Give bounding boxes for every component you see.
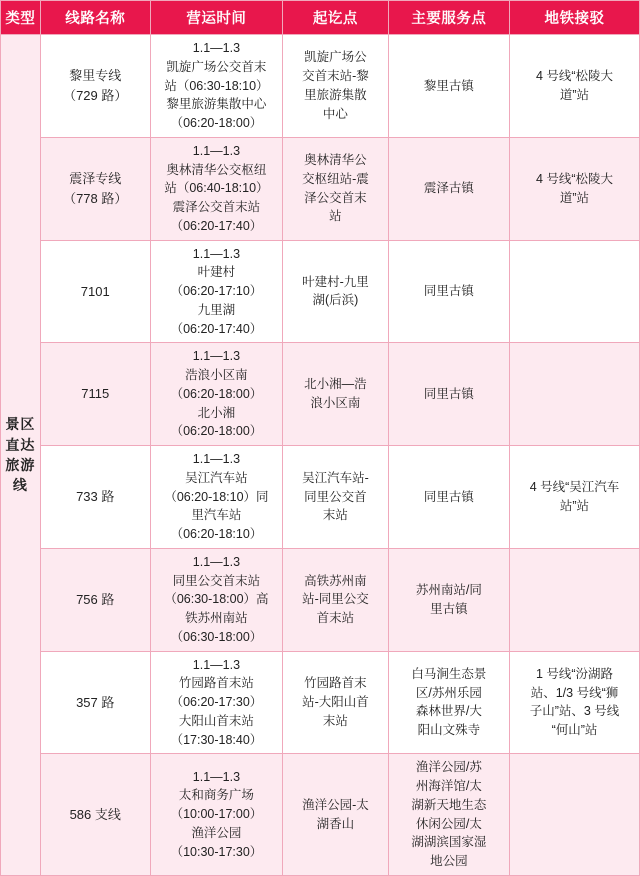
route-name-cell: 733 路 xyxy=(40,446,150,549)
origin-destination-cell: 吴江汽车站- 同里公交首 末站 xyxy=(283,446,389,549)
table-row xyxy=(1,137,640,240)
origin-destination-cell: 渔洋公园-太 湖香山 xyxy=(283,754,389,876)
main-stops-cell: 白马涧生态景 区/苏州乐园 森林世界/大 阳山文殊寺 xyxy=(388,651,509,754)
main-stops-cell: 渔洋公园/苏 州海洋馆/太 湖新天地生态 休闲公园/太 湖湖滨国家湿 地公园 xyxy=(388,754,509,876)
main-stops-cell: 震泽古镇 xyxy=(388,137,509,240)
main-stops-cell: 同里古镇 xyxy=(388,446,509,549)
table-body xyxy=(1,35,640,876)
route-name-cell: 586 支线 xyxy=(40,754,150,876)
metro-connection-cell: 1 号线“汾湖路 站、1/3 号线“狮 子山”站、3 号线 “何山”站 xyxy=(509,651,639,754)
column-header-type: 类型 xyxy=(1,1,41,35)
table-row xyxy=(1,240,640,343)
table-row xyxy=(1,548,640,651)
main-stops-cell: 同里古镇 xyxy=(388,343,509,446)
header-row xyxy=(1,1,640,35)
origin-destination-cell: 奥林清华公 交枢纽站-震 泽公交首末 站 xyxy=(283,137,389,240)
metro-connection-cell xyxy=(509,548,639,651)
route-name-cell: 黎里专线 （729 路） xyxy=(40,35,150,138)
origin-destination-cell: 竹园路首末 站-大阳山首 末站 xyxy=(283,651,389,754)
column-header-origin-destination: 起讫点 xyxy=(283,1,389,35)
column-header-route-name: 线路名称 xyxy=(40,1,150,35)
column-header-main-stops: 主要服务点 xyxy=(388,1,509,35)
metro-connection-cell xyxy=(509,754,639,876)
category-cell xyxy=(1,35,41,876)
origin-destination-cell: 凯旋广场公 交首末站-黎 里旅游集散 中心 xyxy=(283,35,389,138)
route-name-cell: 756 路 xyxy=(40,548,150,651)
origin-destination-cell: 北小湘—浩 浪小区南 xyxy=(283,343,389,446)
operating-hours-cell: 1.1—1.3 吴江汽车站 （06:20-18:10）同 里汽车站 （06:20-18:10） xyxy=(150,446,282,549)
table-row xyxy=(1,754,640,876)
table-row xyxy=(1,343,640,446)
operating-hours-cell: 1.1—1.3 太和商务广场 （10:00-17:00） 渔洋公园 （10:30-17:30） xyxy=(150,754,282,876)
column-header-metro-connection: 地铁接驳 xyxy=(509,1,639,35)
table-row xyxy=(1,446,640,549)
operating-hours-cell: 1.1—1.3 竹园路首末站 （06:20-17:30） 大阳山首末站 （17:30-18:40） xyxy=(150,651,282,754)
metro-connection-cell: 4 号线“松陵大 道”站 xyxy=(509,35,639,138)
origin-destination-cell: 叶建村-九里 湖(后浜) xyxy=(283,240,389,343)
table-header xyxy=(1,1,640,35)
route-name-cell: 震泽专线 （778 路） xyxy=(40,137,150,240)
metro-connection-cell xyxy=(509,240,639,343)
operating-hours-cell: 1.1—1.3 凯旋广场公交首末 站（06:30-18:10） 黎里旅游集散中心 （06:20-18:00） xyxy=(150,35,282,138)
main-stops-cell: 同里古镇 xyxy=(388,240,509,343)
table-row xyxy=(1,35,640,138)
route-name-cell: 7115 xyxy=(40,343,150,446)
operating-hours-cell: 1.1—1.3 同里公交首末站 （06:30-18:00）高 铁苏州南站 （06:30-18:00） xyxy=(150,548,282,651)
origin-destination-cell: 高铁苏州南 站-同里公交 首末站 xyxy=(283,548,389,651)
metro-connection-cell: 4 号线“松陵大 道”站 xyxy=(509,137,639,240)
metro-connection-cell: 4 号线“吴江汽车 站”站 xyxy=(509,446,639,549)
route-name-cell: 357 路 xyxy=(40,651,150,754)
main-stops-cell: 黎里古镇 xyxy=(388,35,509,138)
operating-hours-cell: 1.1—1.3 浩浪小区南 （06:20-18:00） 北小湘 （06:20-18:00） xyxy=(150,343,282,446)
route-name-cell: 7101 xyxy=(40,240,150,343)
category-label: 景区 直达 旅游 线 xyxy=(5,416,36,494)
main-stops-cell: 苏州南站/同 里古镇 xyxy=(388,548,509,651)
operating-hours-cell: 1.1—1.3 奥林清华公交枢纽 站（06:40-18:10） 震泽公交首末站 （06:20-17:40） xyxy=(150,137,282,240)
metro-connection-cell xyxy=(509,343,639,446)
table-row xyxy=(1,651,640,754)
operating-hours-cell: 1.1—1.3 叶建村 （06:20-17:10） 九里湖 （06:20-17:40） xyxy=(150,240,282,343)
column-header-operating-hours: 营运时间 xyxy=(150,1,282,35)
